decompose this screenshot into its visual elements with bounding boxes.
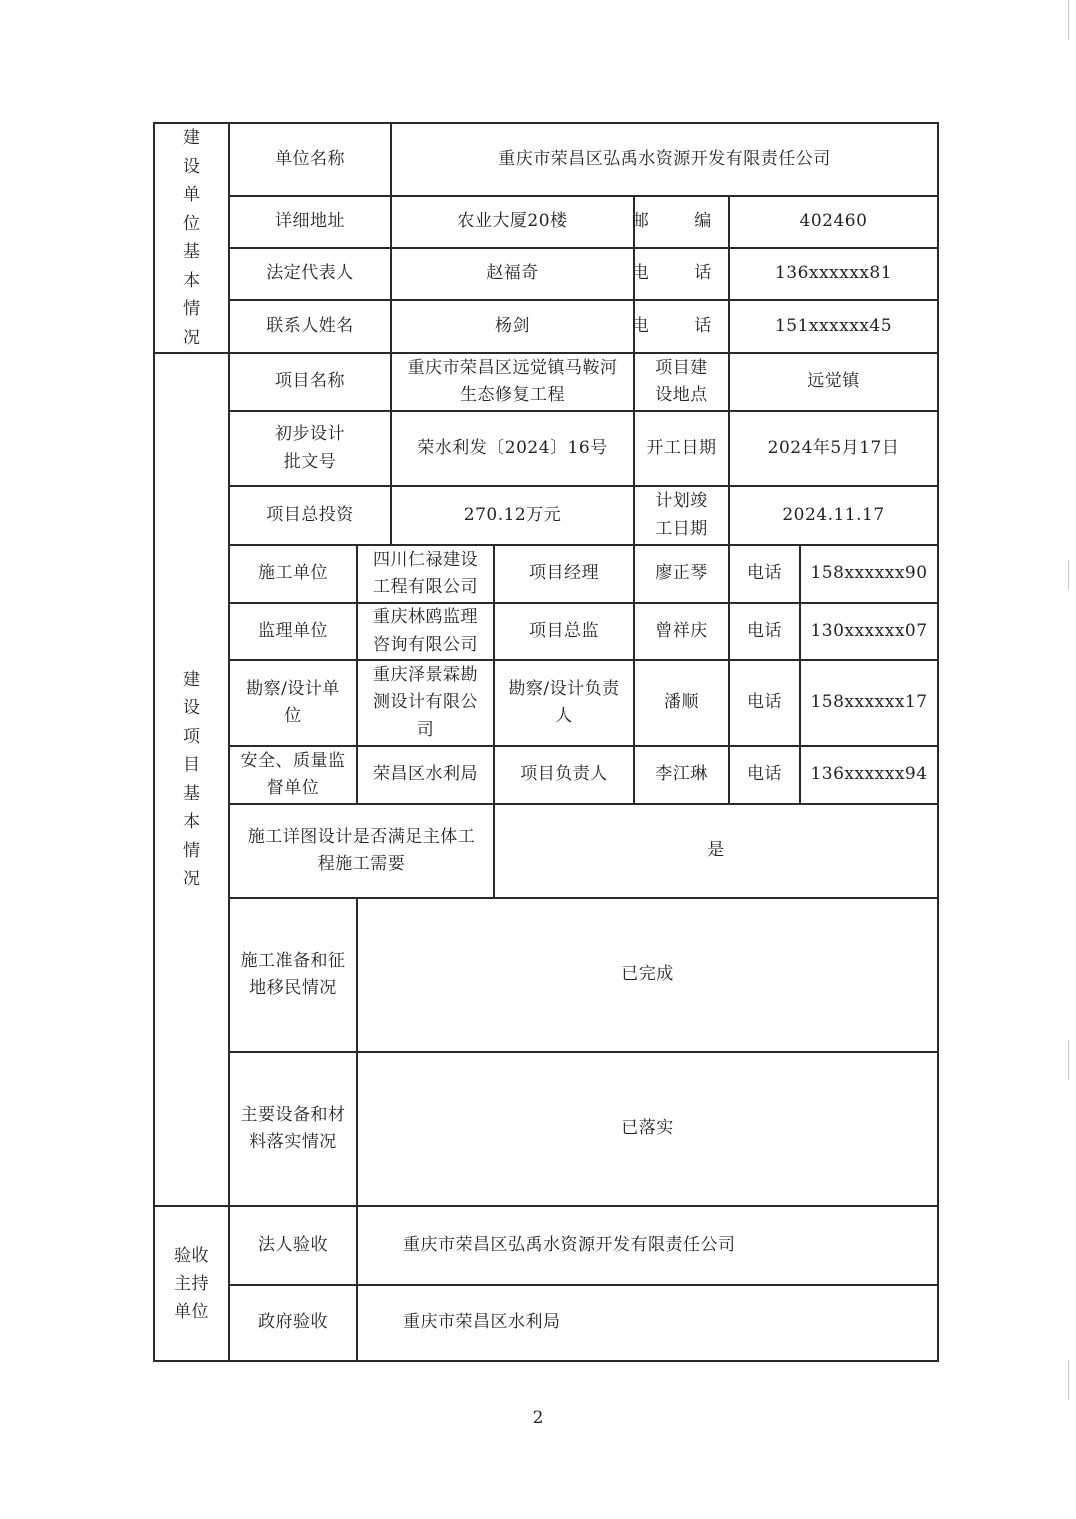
party-org: 四川仁禄建设工程有限公司 [373,549,478,597]
prep-value: 已完成 [621,964,674,985]
party-person-label: 项目总监 [529,620,599,641]
basic-info-form [153,122,939,1362]
phone-label [631,301,732,352]
design-meets-value: 是 [707,840,725,861]
scan-edge-mark [1068,560,1069,590]
contact-value: 杨剑 [495,315,530,336]
party-person: 潘顺 [664,692,699,713]
equipment-label: 主要设备和材料落实情况 [240,1104,346,1152]
party-role-label: 勘察/设计单位 [246,678,340,726]
gov-acceptance-value: 重庆市荣昌区水利局 [403,1312,561,1333]
table-border-right [937,122,939,1362]
party-phone-label: 电话 [747,764,782,785]
unit-name-label: 单位名称 [275,148,345,169]
page-number: 2 [532,1408,544,1428]
party-person-label: 项目经理 [529,563,599,584]
legal-rep-value: 赵福奇 [486,263,539,284]
party-phone: 158xxxxxx90 [810,563,928,584]
party-phone-label: 电话 [747,692,782,713]
section-label-acceptance-host: 验收主持单位 [174,1245,209,1322]
investment-value: 270.12万元 [463,504,562,525]
party-person: 曾祥庆 [655,620,708,641]
party-role-label: 监理单位 [258,620,328,641]
legal-acceptance-value: 重庆市荣昌区弘禹水资源开发有限责任公司 [403,1234,736,1255]
gov-acceptance-label: 政府验收 [258,1312,328,1333]
prep-label: 施工准备和征地移民情况 [240,950,346,998]
legal-rep-label: 法定代表人 [266,263,354,284]
party-person: 廖正琴 [655,563,708,584]
party-role-label: 施工单位 [258,563,328,584]
address-label: 详细地址 [275,211,345,232]
section-label-project: 建设项目基本情况 [183,669,200,889]
party-phone-label: 电话 [747,620,782,641]
party-org: 重庆泽景霖勘测设计有限公司 [373,665,478,740]
postcode-label [631,197,732,247]
section-label-construction-unit: 建设单位基本情况 [183,128,200,348]
approval-value: 荣水利发〔2024〕16号 [417,437,608,458]
party-phone-label: 电话 [747,563,782,584]
party-phone: 136xxxxxx94 [810,764,928,785]
phone-label-text: 电 话 [631,263,732,284]
party-phone: 158xxxxxx17 [810,692,928,713]
legal-acceptance-label: 法人验收 [258,1234,328,1255]
party-person: 李江琳 [655,764,708,785]
postcode-label-text: 邮 编 [631,211,732,232]
address-value: 农业大厦20楼 [457,211,568,232]
party-role-label: 安全、质量监督单位 [240,750,346,798]
project-location-label: 项目建设地点 [655,357,708,405]
scan-edge-mark [1068,1040,1069,1080]
party-person-label: 项目负责人 [520,764,608,785]
table-border-bottom [153,1360,939,1362]
completion-date-value: 2024.11.17 [782,504,885,525]
project-name-value: 重庆市荣昌区远觉镇马鞍河生态修复工程 [407,357,618,405]
equipment-value: 已落实 [621,1118,674,1139]
party-org: 重庆林鸥监理咨询有限公司 [373,607,478,655]
scan-edge-mark [1068,1360,1069,1400]
completion-date-label: 计划竣工日期 [655,491,708,539]
contact-phone: 151xxxxxx45 [774,315,893,336]
scan-edge-mark [1068,0,1069,40]
phone-label-text: 电 话 [631,315,732,336]
contact-label: 联系人姓名 [266,315,354,336]
project-name-label: 项目名称 [275,371,345,392]
unit-name-value: 重庆市荣昌区弘禹水资源开发有限责任公司 [498,148,831,169]
investment-label: 项目总投资 [266,504,354,525]
postcode-value: 402460 [799,211,868,232]
start-date-value: 2024年5月17日 [767,437,900,458]
party-person-label: 勘察/设计负责人 [508,678,620,726]
approval-label: 初步设计批文号 [275,424,345,472]
party-org: 荣昌区水利局 [373,764,478,785]
start-date-label: 开工日期 [646,437,717,458]
legal-rep-phone: 136xxxxxx81 [774,263,893,284]
party-phone: 130xxxxxx07 [810,620,928,641]
project-location-value: 远觉镇 [807,371,860,392]
phone-label [631,249,732,299]
design-meets-label: 施工详图设计是否满足主体工程施工需要 [247,826,476,874]
